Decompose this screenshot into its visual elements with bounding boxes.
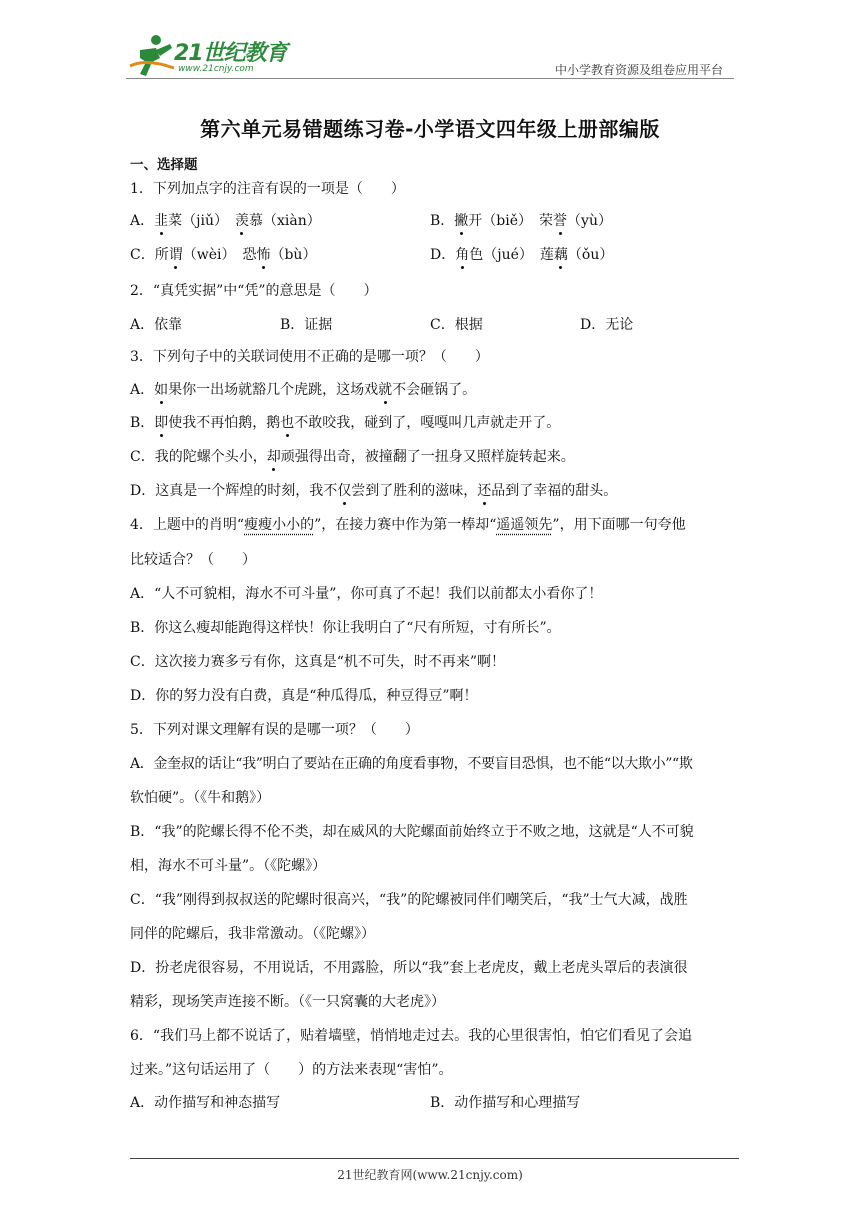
question-4-stem-cont: 比较适合？（ ） [130, 552, 256, 568]
dotted-char: 角 [455, 247, 470, 263]
question-4-option-d[interactable]: D．你的努力没有白费，真是“种瓜得瓜，种豆得豆”啊！ [130, 688, 478, 704]
question-5-option-c-cont: 同伴的陀螺后，我非常激动。（《陀螺》） [130, 926, 375, 942]
site-tagline: 中小学教育资源及组卷应用平台 [554, 63, 723, 77]
question-3-stem: 3．下列句子中的关联词使用不正确的是哪一项？（ ） [130, 349, 489, 365]
question-2-option-c[interactable]: C．根据 [430, 317, 483, 333]
option-text: A． [130, 382, 155, 398]
option-text: 不会砸锅了。 [392, 382, 477, 398]
option-text: 菜（jiǔ） [168, 213, 235, 229]
option-text: 果你一出场就豁几个虎跳，这场戏 [168, 382, 379, 398]
dotted-char: 却 [266, 449, 281, 465]
dotted-char: 即 [154, 415, 169, 431]
question-4-option-b[interactable]: B．你这么瘦却能跑得这样快！你让我明白了“尺有所短，寸有所长”。 [130, 620, 561, 636]
dotted-char: 羡 [234, 213, 249, 229]
dotted-char: 仅 [337, 483, 352, 499]
option-text: 使我不再怕鹅，鹅 [168, 415, 281, 431]
question-5-option-a-cont: 软怕硬”。（《牛和鹅》） [130, 790, 271, 806]
question-2-option-a[interactable]: A．依靠 [130, 317, 183, 333]
question-6-option-a[interactable]: A．动作描写和神态描写 [130, 1095, 281, 1111]
option-text: C．所 [130, 247, 169, 263]
option-text: 荣 [539, 213, 554, 229]
section-heading: 一、选择题 [130, 157, 198, 173]
question-4-option-a[interactable]: A．“人不可貌相，海水不可斗量”，你可真了不起！我们以前都太小看你了！ [130, 586, 603, 602]
question-5-option-a[interactable]: A．金奎叔的话让“我”明白了要站在正确的角度看事物，不要盲目恐惧，也不能“以大欺小”“欺 [130, 756, 693, 772]
runner-logo-icon [126, 32, 176, 78]
footer-divider [130, 1158, 739, 1159]
dotted-char: 就 [378, 382, 393, 398]
question-5-option-c[interactable]: C．“我”刚得到叔叔送的陀螺时很高兴，“我”的陀螺被同伴们嘲笑后，“我”士气大减，战胜 [130, 892, 688, 908]
option-text: （wèi） 恐 [182, 247, 257, 263]
stem-text: ”，在接力赛中作为第一棒却“ [314, 517, 497, 533]
option-text: （bù） [270, 247, 317, 263]
dotted-char: 谓 [168, 247, 183, 263]
option-text: D．这真是一个辉煌的时刻，我不 [130, 483, 338, 499]
dotted-phrase: 瘦瘦小小的 [244, 517, 315, 533]
question-2-option-d[interactable]: D．无论 [580, 317, 634, 333]
option-text: 不敢咬我，碰到了，嘎嘎叫几声就走开了。 [294, 415, 561, 431]
question-5-option-d[interactable]: D．扮老虎很容易，不用说话，不用露脸，所以“我”套上老虎皮，戴上老虎头罩后的表演很 [130, 960, 688, 976]
footer-text[interactable]: 21世纪教育网(www.21cnjy.com) [337, 1168, 523, 1182]
stem-text: 4．上题中的肖明“ [130, 517, 245, 533]
option-text: 顽强得出奇，被撞翻了一扭身又照样旋转起来。 [280, 449, 575, 465]
option-text: 色（jué） 莲 [469, 247, 554, 263]
question-2-stem: 2．“真凭实据”中“凭”的意思是（ ） [130, 283, 378, 299]
dotted-char: 藕 [553, 247, 568, 263]
question-1-option-b[interactable] [430, 211, 612, 231]
dotted-char: 怖 [256, 247, 271, 263]
option-text: 开（biě） [468, 213, 540, 229]
question-3-option-d[interactable] [130, 481, 617, 501]
option-text: 尝到了胜利的滋味， [351, 483, 478, 499]
stem-text: ”，用下面哪一句夸他 [552, 517, 686, 533]
question-6-option-b[interactable]: B．动作描写和心理描写 [430, 1095, 581, 1111]
option-text: D． [430, 247, 456, 263]
question-1-option-c[interactable] [130, 245, 316, 265]
dotted-char: 如 [154, 382, 169, 398]
dotted-phrase: 遥遥领先 [496, 517, 553, 533]
dotted-char: 韭 [154, 213, 169, 229]
question-4-stem [130, 515, 686, 535]
question-5-option-b[interactable]: B．“我”的陀螺长得不伦不类，却在威风的大陀螺面前始终立于不败之地，这就是“人不可貌 [130, 824, 694, 840]
question-3-option-a[interactable] [130, 380, 476, 400]
dotted-char: 誉 [553, 213, 568, 229]
option-text: （yù） [567, 213, 612, 229]
option-text: A． [130, 213, 155, 229]
option-text: B． [430, 213, 455, 229]
option-text: （ǒu） [567, 247, 614, 263]
header-divider [126, 78, 734, 79]
option-text: C．我的陀螺个头小， [130, 449, 267, 465]
question-5-option-d-cont: 精彩，现场笑声连接不断。（《一只窝囊的大老虎》） [130, 994, 445, 1010]
logo-url: www.21cnjy.com [178, 64, 254, 74]
dotted-char: 撇 [454, 213, 469, 229]
logo-text: 21世纪教育 [174, 41, 287, 66]
option-text: 品到了幸福的甜头。 [491, 483, 618, 499]
question-3-option-c[interactable] [130, 447, 575, 467]
question-1-option-d[interactable] [430, 245, 613, 265]
question-6-stem-cont: 过来。”这句话运用了（ ）的方法来表现“害怕”。 [130, 1062, 453, 1078]
option-text: B． [130, 415, 155, 431]
question-6-stem: 6．“我们马上都不说话了，贴着墙壁，悄悄地走过去。我的心里很害怕，怕它们看见了会追 [130, 1028, 693, 1044]
question-1-stem: 1．下列加点字的注音有误的一项是（ ） [130, 181, 405, 197]
page-title: 第六单元易错题练习卷-小学语文四年级上册部编版 [200, 117, 660, 141]
dotted-char: 也 [280, 415, 295, 431]
question-1-option-a[interactable] [130, 211, 321, 231]
site-logo[interactable] [126, 32, 296, 78]
question-4-option-c[interactable]: C．这次接力赛多亏有你，这真是“机不可失，时不再来”啊！ [130, 654, 506, 670]
option-text: 慕（xiàn） [248, 213, 321, 229]
question-3-option-b[interactable] [130, 413, 560, 433]
question-5-option-b-cont: 相，海水不可斗量”。（《陀螺》） [130, 858, 327, 874]
question-2-option-b[interactable]: B．证据 [280, 317, 333, 333]
dotted-char: 还 [477, 483, 492, 499]
question-5-stem: 5．下列对课文理解有误的是哪一项？（ ） [130, 722, 419, 738]
